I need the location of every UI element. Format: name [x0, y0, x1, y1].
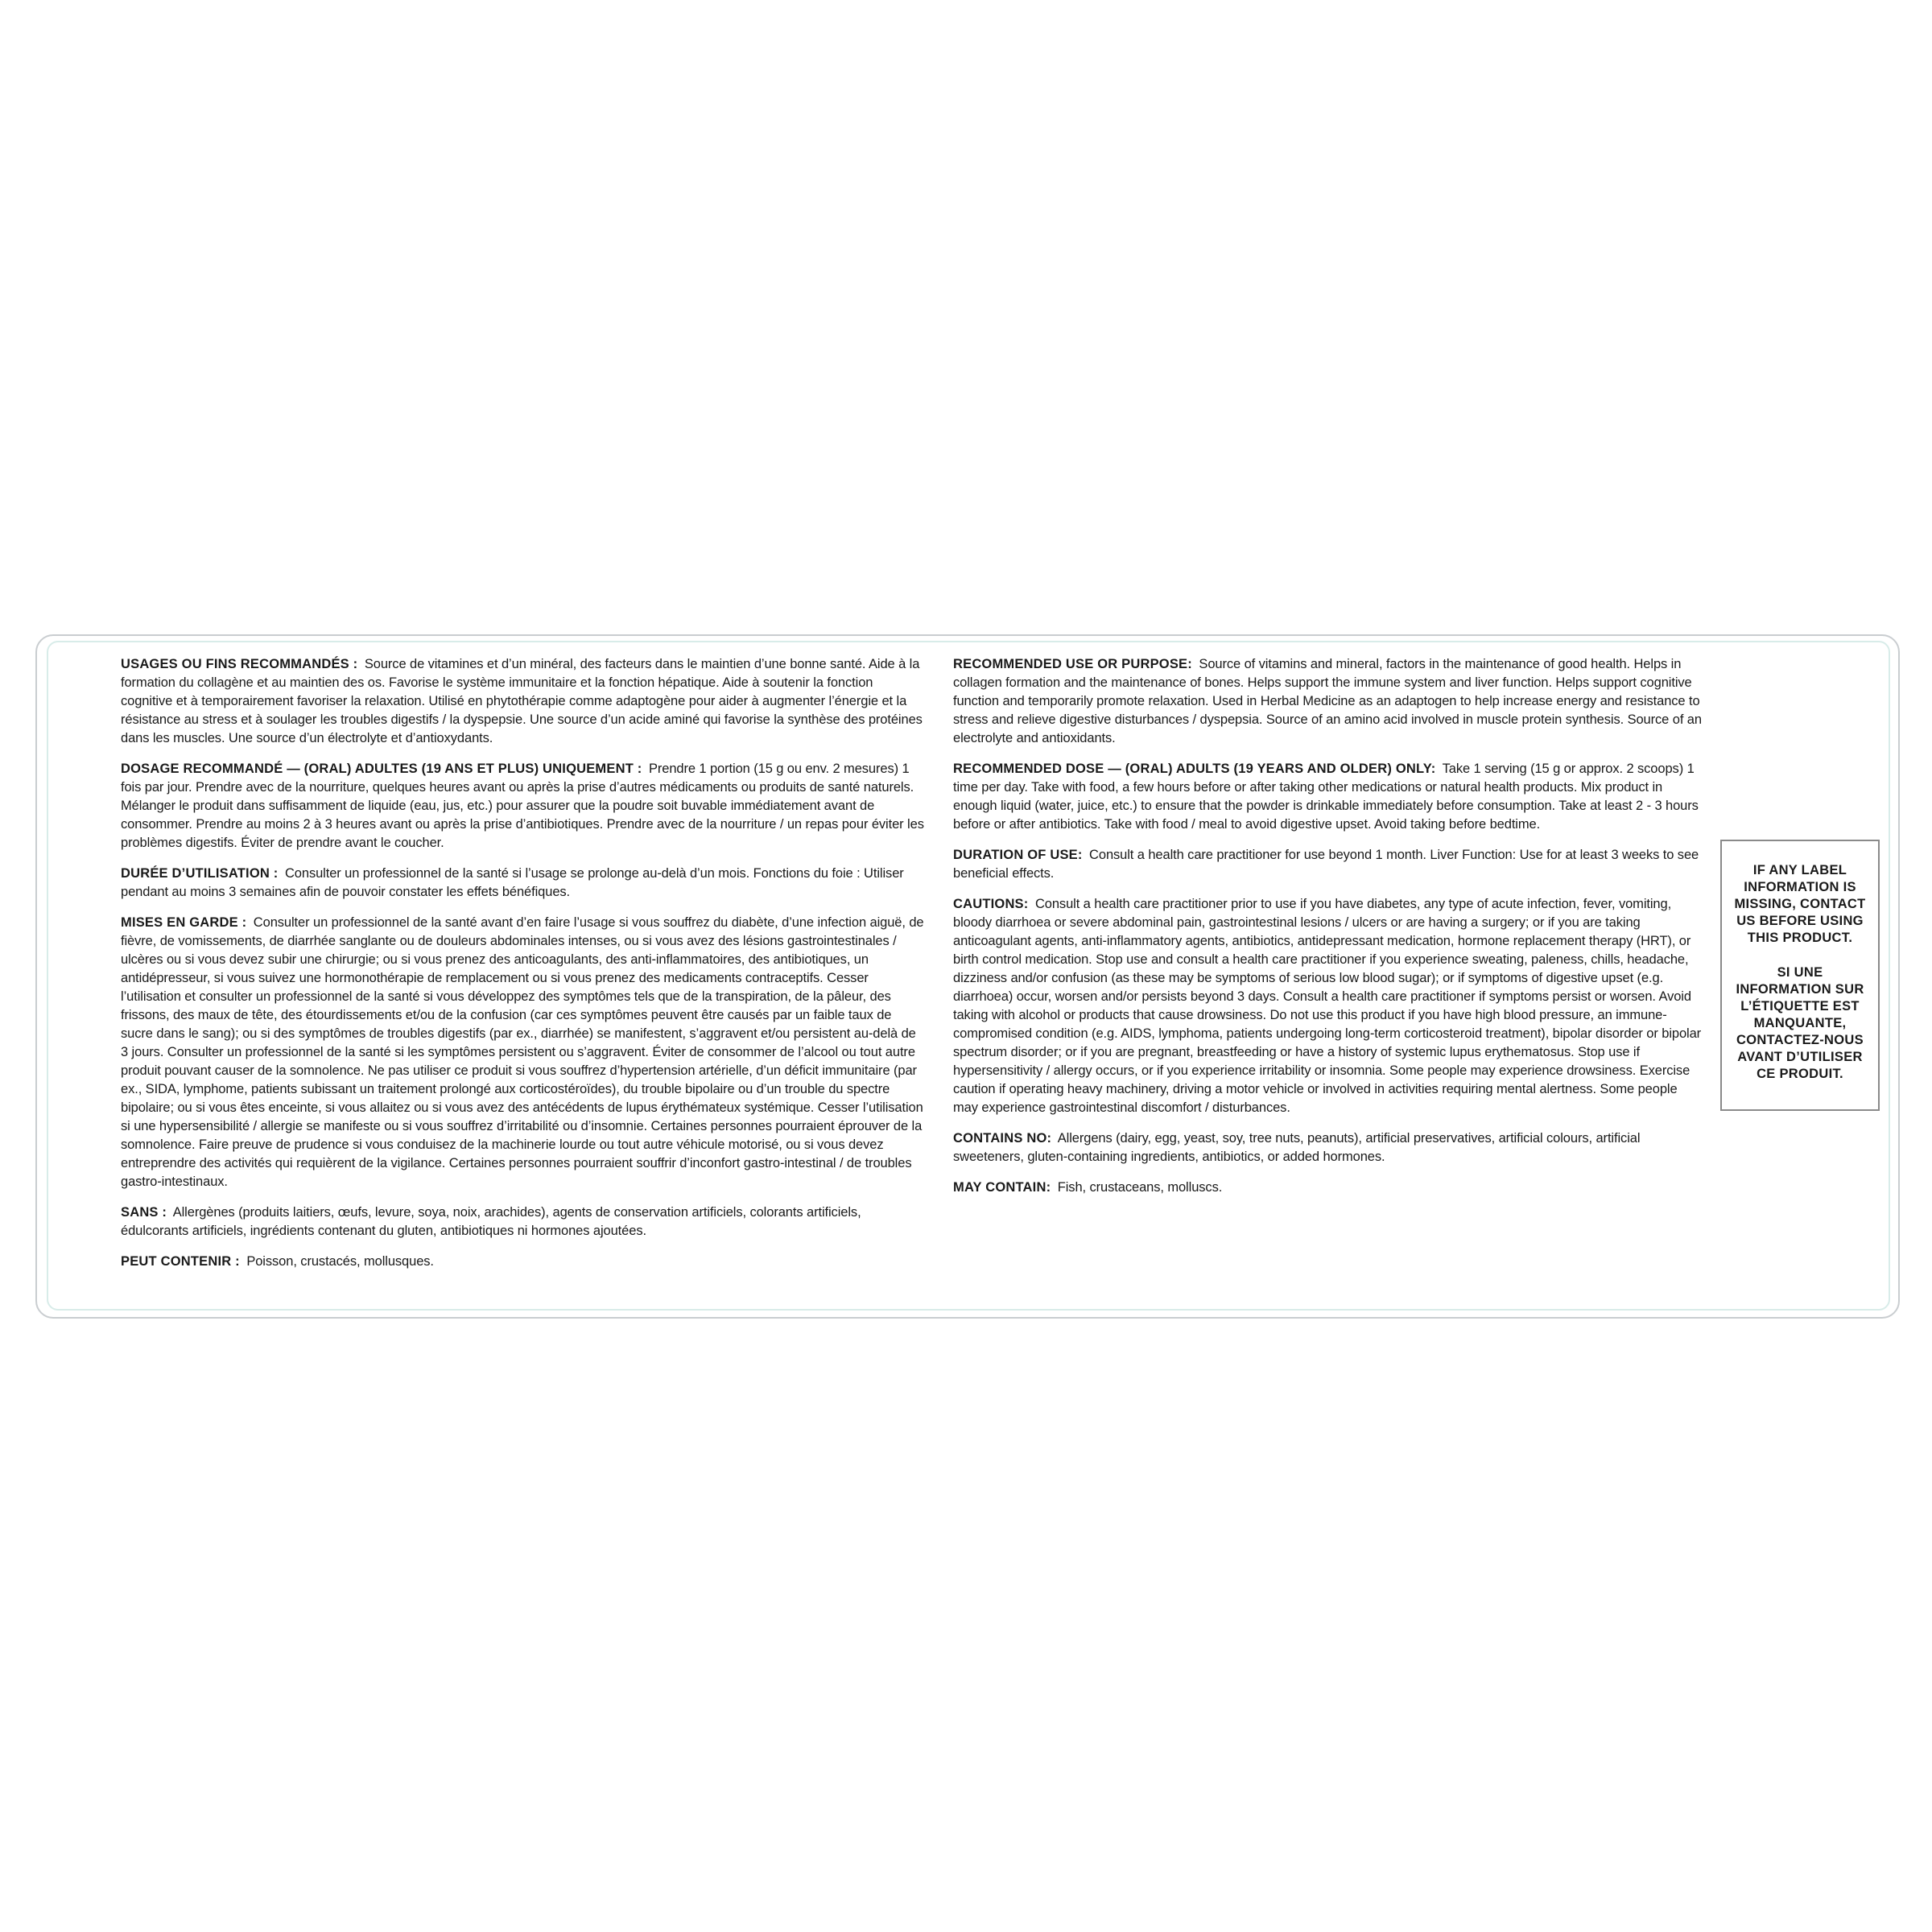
may-contain-heading: MAY CONTAIN: — [953, 1180, 1051, 1195]
mises-en-garde-section — [121, 914, 926, 1191]
dosage-text: Prendre 1 portion (15 g ou env. 2 mesures) 1 fois par jour. Prendre avec de la nourriture, quelques heures avant ou après la prise d’autres médicaments ou produits de santé naturels. Mélanger le produit dans suffisamment de liquide (eau, jus, etc.) pour assurer que la poudre soit buvable immédiatement avant de consommer. Prendre au moins 2 à 3 heures avant ou après la prise d’antibiotiques. Prendre avec de la nourriture / un repas pour éviter les problèmes digestifs. Éviter de prendre avant le coucher. — [121, 762, 924, 850]
dosage-heading: DOSAGE RECOMMANDÉ — (ORAL) ADULTES (19 ANS ET PLUS) UNIQUEMENT : — [121, 762, 642, 776]
contains-no-text: Allergens (dairy, egg, yeast, soy, tree nuts, peanuts), artificial preservatives, artificial colours, artificial sweeteners, gluten-containing ingredients, antibiotics, or added hormones. — [953, 1131, 1641, 1164]
duration-section — [953, 846, 1702, 883]
dose-section — [953, 760, 1702, 834]
contains-no-heading: CONTAINS NO: — [953, 1131, 1052, 1146]
dose-heading: RECOMMENDED DOSE — (ORAL) ADULTS (19 YEARS AND OLDER) ONLY: — [953, 762, 1436, 776]
sans-heading: SANS : — [121, 1205, 167, 1220]
use-heading: RECOMMENDED USE OR PURPOSE: — [953, 657, 1192, 671]
duree-text: Consulter un professionnel de la santé si l’usage se prolonge au-delà d’un mois. Fonctions du foie : Utiliser pendant au moins 3 semaines afin de pouvoir constater les effets bénéfiques. — [121, 866, 904, 899]
use-text: Source of vitamins and mineral, factors in the maintenance of good health. Helps in collagen formation and the maintenance of bones. Helps support the immune system and liver function. Helps support cognitive function and temporarily promote relaxation. Used in Herbal Medicine as an adaptogen to help increase energy and resistance to stress and relieve digestive disturbances / dyspepsia. Source of an amino acid involved in muscle protein synthesis. Source of an electrolyte and antioxidants. — [953, 657, 1702, 745]
duration-text: Consult a health care practitioner for use beyond 1 month. Liver Function: Use for at least 3 weeks to see beneficial effects. — [953, 848, 1699, 881]
peut-contenir-section — [121, 1253, 926, 1271]
contains-no-section — [953, 1129, 1702, 1166]
french-column — [121, 655, 926, 1283]
usages-heading: USAGES OU FINS RECOMMANDÉS : — [121, 657, 358, 671]
cautions-heading: CAUTIONS: — [953, 897, 1029, 911]
missing-info-notice — [1720, 840, 1880, 1111]
duree-heading: DURÉE D’UTILISATION : — [121, 866, 279, 881]
peut-contenir-heading: PEUT CONTENIR : — [121, 1254, 240, 1269]
english-column — [953, 655, 1702, 1209]
sans-section — [121, 1203, 926, 1241]
usages-section — [121, 655, 926, 748]
may-contain-section — [953, 1179, 1702, 1197]
duree-section — [121, 865, 926, 902]
sans-text: Allergènes (produits laitiers, œufs, levure, soya, noix, arachides), agents de conservation artificiels, colorants artificiels, édulcorants artificiels, ingrédients contenant du gluten, antibiotiques ni hormones ajoutées. — [121, 1205, 861, 1238]
usages-text: Source de vitamines et d’un minéral, des facteurs dans le maintien d’une bonne santé. Aide à la formation du collagène et au maintien des os. Favorise le système immunitaire et la fonction hépatique. Aide à soutenir la fonction cognitive et à temporairement favoriser la relaxation. Utilisé en phytothérapie comme adaptogène pour aider à augmenter l’énergie et la résistance au stress et à soulager les troubles digestifs / la dyspepsie. Une source d’un acide aminé qui favorise la synthèse des protéines dans les muscles. Une source d’un électrolyte et d’antioxydants. — [121, 657, 923, 745]
may-contain-text: Fish, crustaceans, molluscs. — [1057, 1180, 1223, 1195]
notice-french-text: SI UNE INFORMATION SUR L’ÉTIQUETTE EST MANQUANTE, CONTACTEZ-NOUS AVANT D’UTILISER CE PRODUIT. — [1736, 965, 1864, 1081]
use-section — [953, 655, 1702, 748]
notice-english-text: IF ANY LABEL INFORMATION IS MISSING, CONTACT US BEFORE USING THIS PRODUCT. — [1734, 863, 1866, 945]
mises-en-garde-heading: MISES EN GARDE : — [121, 915, 247, 930]
mises-en-garde-text: Consulter un professionnel de la santé avant d’en faire l’usage si vous souffrez du diabète, d’une infection aiguë, de fièvre, de vomissements, de diarrhée sanglante ou de douleurs abdominales intenses, ou si vous avez des lésions gastrointestinales / ulcères ou si vous devez subir une chirurgie; ou si vous prenez des anticoagulants, des anti-inflammatoires, des antibiotiques, un antidépresseur, si vous suivez une hormonothérapie de remplacement ou si vous prenez des medicaments contraceptifs. Cesser l’utilisation et consulter un professionnel de la santé si vous développez des symptômes tels que de la transpiration, de la pâleur, des frissons, des maux de tête, des étourdissements et/ou de la confusion (car ces symptômes peuvent être causés par un faible taux de sucre dans le sang); ou si des symptômes de troubles digestifs (par ex., diarrhée) se manifestent, s’aggravent et/ou persistent au-delà de 3 jours. Consulter un professionnel de la santé si les symptômes persistent ou s’aggravent. Éviter de consommer de l’alcool ou tout autre produit pouvant causer de la somnolence. Ne pas utiliser ce produit si vous souffrez d’hypertension artérielle, d’un déficit immunitaire (par ex., SIDA, lymphome, patients subissant un traitement prolongé aux corticostéroïdes), du trouble bipolaire ou d’un trouble du spectre bipolaire; ou si vous êtes enceinte, si vous allaitez ou si vous avez des antécédents de lupus érythémateux systémique. Cesser l’utilisation si une hypersensibilité / allergie se manifeste ou si vous souffrez d’irritabilité ou d’insomnie. Certaines personnes pourraient éprouver de la somnolence. Faire preuve de prudence si vous conduisez de la machinerie lourde ou tout autre véhicule motorisé, ou si vous devez entreprendre des activités qui requièrent de la vigilance. Certaines personnes pourraient souffrir d’inconfort gastro-intestinal / de troubles gastro-intestinaux. — [121, 915, 924, 1189]
cautions-text: Consult a health care practitioner prior to use if you have diabetes, any type of acute infection, fever, vomiting, bloody diarrhoea or severe abdominal pain, gastrointestinal lesions / ulcers or are having a surgery; or if you are taking anticoagulant agents, anti-inflammatory agents, antibiotics, antidepressant medication, hormone replacement therapy (HRT), or birth control medication. Stop use and consult a health care practitioner if you experience sweating, paleness, chills, headache, dizziness and/or confusion (as these may be symptoms of serious low blood sugar); or if symptoms of digestive upset (e.g. diarrhoea) occur, worsen and/or persists beyond 3 days. Consult a health care practitioner if symptoms persist or worsen. Avoid taking with alcohol or products that cause drowsiness. Do not use this product if you have high blood pressure, an immune-compromised condition (e.g. AIDS, lymphoma, patients undergoing long-term corticosteroid treatment), bipolar disorder or bipolar spectrum disorder; or if you are pregnant, breastfeeding or have a history of systemic lupus erythematosus. Stop use if hypersensitivity / allergy occurs, or if you experience irritability or insomnia. Some people may experience drowsiness. Exercise caution if operating heavy machinery, driving a motor vehicle or involved in activities requiring mental alertness. Some people may experience gastrointestinal discomfort / disturbances. — [953, 897, 1702, 1115]
peut-contenir-text: Poisson, crustacés, mollusques. — [246, 1254, 434, 1269]
dosage-section — [121, 760, 926, 852]
duration-heading: DURATION OF USE: — [953, 848, 1083, 862]
dose-text: Take 1 serving (15 g or approx. 2 scoops) 1 time per day. Take with food, a few hours before or after taking other medications or natural health products. Mix product in enough liquid (water, juice, etc.) to ensure that the powder is drinkable immediately before consumption. Take at least 2 - 3 hours before or after antibiotics. Take with food / meal to avoid digestive upset. Avoid taking before bedtime. — [953, 762, 1699, 832]
cautions-section — [953, 895, 1702, 1117]
